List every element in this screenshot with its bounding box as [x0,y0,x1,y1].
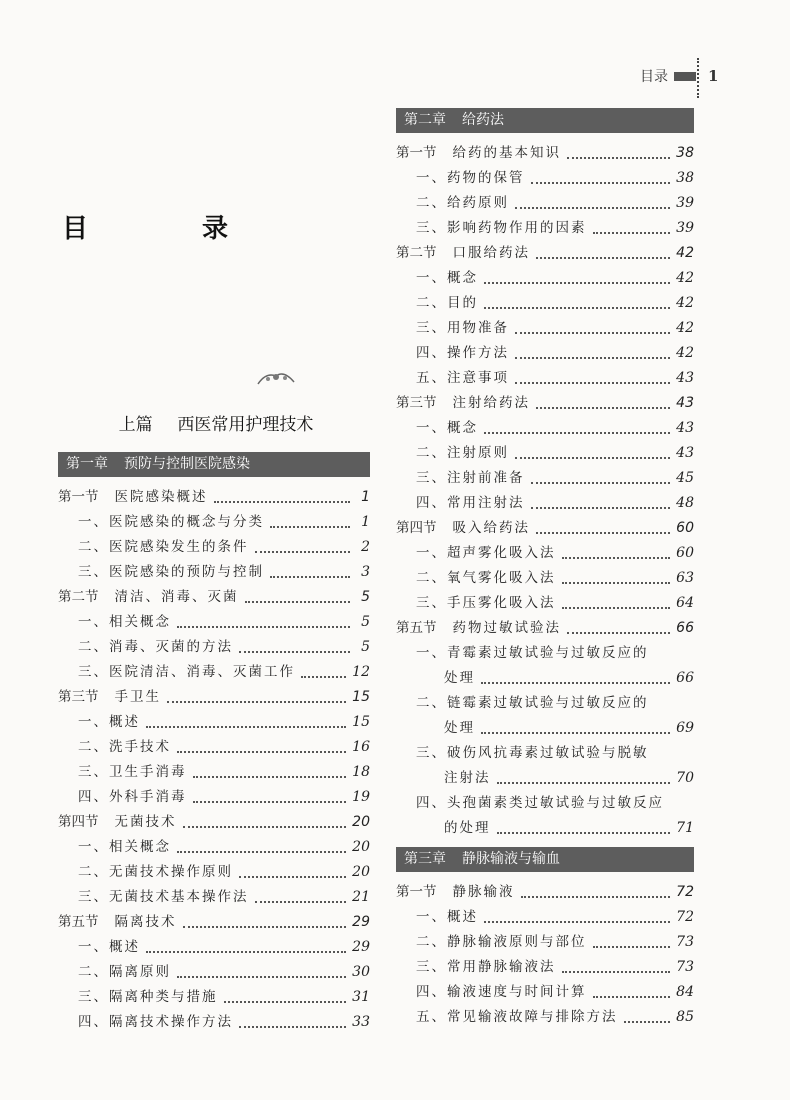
item-label: 四、外科手消毒 [78,789,187,805]
item-label: 三、手压雾化吸入法 [416,595,556,611]
item-label: 一、超声雾化吸入法 [416,545,556,561]
leader-dots [146,943,346,953]
decorative-ornament-icon [256,368,296,386]
toc-item-entry[interactable] [396,216,694,241]
leader-dots [193,793,347,803]
leader-dots [214,493,351,503]
leader-dots [177,968,346,978]
item-label: 一、概述 [78,939,140,955]
item-label: 三、隔离种类与措施 [78,989,218,1005]
page-number: 71 [676,820,694,836]
section-title: 注射给药法 [452,395,530,411]
toc-section-entry[interactable] [396,241,694,266]
part-label: 上篇 [118,415,153,435]
item-label: 二、静脉输液原则与部位 [416,934,587,950]
leader-dots [521,888,671,898]
toc-item-entry[interactable] [58,610,370,635]
item-label: 四、常用注射法 [416,495,525,511]
leader-dots [183,918,347,928]
leader-dots [593,938,671,948]
section-number: 第一节 [58,489,99,505]
page-number: 85 [676,1009,694,1025]
item-label: 三、用物准备 [416,320,509,336]
leader-dots [183,818,347,828]
leader-dots [255,543,351,553]
leader-dots [146,718,346,728]
section-title: 给药的基本知识 [452,145,561,161]
leader-dots [515,324,670,334]
page-number: 48 [676,495,694,511]
page-number: 42 [676,295,694,311]
section-title: 药物过敏试验法 [452,620,561,636]
toc-item-entry[interactable] [396,691,694,716]
item-label: 二、隔离原则 [78,964,171,980]
page-number: 39 [676,220,694,236]
leader-dots [536,399,670,409]
leader-dots [301,668,346,678]
leader-dots [177,743,346,753]
chapter-heading [396,108,694,133]
toc-item-continuation[interactable] [396,666,694,691]
item-label: 四、隔离技术操作方法 [78,1014,233,1030]
leader-dots [239,868,346,878]
item-label: 三、破伤风抗毒素过敏试验与脱敏 [416,745,649,761]
section-title: 清洁、消毒、灭菌 [114,589,239,605]
chapter-heading [396,847,694,872]
page-number: 64 [676,595,694,611]
toc-item-continuation[interactable] [396,766,694,791]
item-label: 一、相关概念 [78,839,171,855]
page-number: 43 [676,370,694,386]
page-number: 33 [352,1014,370,1030]
item-label: 一、概念 [416,270,478,286]
chapter-number: 第一章 [66,456,108,472]
page-number: 60 [676,520,694,536]
section-number: 第二节 [58,589,99,605]
chapter-title: 预防与控制医院感染 [124,456,250,472]
toc-item-continuation[interactable] [396,816,694,841]
toc-item-entry[interactable] [58,535,370,560]
toc-item-entry[interactable] [58,660,370,685]
page-number: 39 [676,195,694,211]
leader-dots [536,249,670,259]
toc-section-entry[interactable] [396,516,694,541]
item-label: 二、洗手技术 [78,739,171,755]
toc-item-entry[interactable] [396,791,694,816]
leader-dots [224,993,347,1003]
page-number: 43 [676,420,694,436]
toc-left-column [58,452,370,1035]
toc-section-entry[interactable] [396,141,694,166]
leader-dots [515,374,670,384]
leader-dots [562,574,671,584]
item-label: 二、链霉素过敏试验与过敏反应的 [416,695,649,711]
leader-dots [484,299,670,309]
toc-section-entry[interactable] [58,585,370,610]
page-title: 目 录 [62,214,273,244]
toc-item-entry[interactable] [396,316,694,341]
leader-dots [531,174,671,184]
toc-item-entry[interactable] [58,835,370,860]
toc-section-entry[interactable] [396,391,694,416]
chapter-number: 第二章 [404,112,446,128]
toc-item-entry[interactable] [396,930,694,955]
item-label: 三、卫生手消毒 [78,764,187,780]
page-number: 29 [352,939,370,955]
leader-dots [515,449,670,459]
page-number: 42 [676,270,694,286]
toc-item-entry[interactable] [396,441,694,466]
toc-item-entry[interactable] [396,591,694,616]
leader-dots [193,768,347,778]
toc-item-entry[interactable] [58,710,370,735]
page-number: 84 [676,984,694,1000]
section-title: 口服给药法 [452,245,530,261]
page-number: 20 [352,814,370,830]
page-number: 19 [352,789,370,805]
section-number: 第三节 [396,395,437,411]
page-number: 72 [676,884,694,900]
toc-section-entry[interactable] [58,685,370,710]
item-label: 四、输液速度与时间计算 [416,984,587,1000]
toc-item-entry[interactable] [396,491,694,516]
page-number: 66 [676,620,694,636]
toc-item-entry[interactable] [58,985,370,1010]
toc-item-entry[interactable] [396,366,694,391]
item-label: 二、无菌技术操作原则 [78,864,233,880]
toc-right-column [396,108,694,1030]
toc-item-entry[interactable] [396,166,694,191]
section-number: 第一节 [396,884,437,900]
leader-dots [593,224,671,234]
leader-dots [567,624,670,634]
toc-item-entry[interactable] [58,1010,370,1035]
page-number: 43 [676,395,694,411]
leader-dots [245,593,351,603]
leader-dots [255,893,347,903]
toc-item-entry[interactable] [58,560,370,585]
section-number: 第四节 [58,814,99,830]
item-label: 一、药物的保管 [416,170,525,186]
item-label: 四、头孢菌素类过敏试验与过敏反应 [416,795,664,811]
item-label: 一、概述 [78,714,140,730]
item-label: 一、医院感染的概念与分类 [78,514,264,530]
section-number: 第一节 [396,145,437,161]
toc-section-entry[interactable] [396,616,694,641]
toc-item-entry[interactable] [396,1005,694,1030]
leader-dots [270,568,350,578]
page-number: 42 [676,245,694,261]
item-label-continued: 注射法 [444,770,491,786]
leader-dots [593,988,671,998]
page-number: 42 [676,345,694,361]
leader-dots [484,913,670,923]
leader-dots [270,518,350,528]
running-header [640,66,718,86]
leader-dots [562,599,671,609]
toc-item-entry[interactable] [396,905,694,930]
page-number: 15 [352,689,370,705]
toc-item-entry[interactable] [396,980,694,1005]
page-number: 42 [676,320,694,336]
section-title: 静脉输液 [452,884,515,900]
leader-dots [177,618,350,628]
item-label: 一、概述 [416,909,478,925]
leader-dots [239,1018,346,1028]
page-number: 29 [352,914,370,930]
toc-section-entry[interactable] [58,485,370,510]
leader-dots [624,1013,671,1023]
leader-dots [481,674,670,684]
header-label: 目录 [640,69,668,85]
leader-dots [497,824,671,834]
leader-dots [536,524,670,534]
page-number: 20 [352,839,370,855]
leader-dots [484,274,670,284]
leader-dots [531,474,671,484]
page-number: 43 [676,445,694,461]
toc-item-entry[interactable] [58,785,370,810]
item-label-continued: 处理 [444,670,475,686]
leader-dots [239,643,350,653]
leader-dots [562,549,671,559]
page-number: 70 [676,770,694,786]
page-number: 5 [361,589,370,605]
page-number: 2 [361,539,370,555]
item-label: 一、相关概念 [78,614,171,630]
item-label: 二、消毒、灭菌的方法 [78,639,233,655]
toc-item-entry[interactable] [396,741,694,766]
item-label: 一、青霉素过敏试验与过敏反应的 [416,645,649,661]
leader-dots [481,724,670,734]
item-label-continued: 处理 [444,720,475,736]
leader-dots [177,843,346,853]
toc-item-entry[interactable] [396,341,694,366]
toc-item-entry[interactable] [396,566,694,591]
page-number: 38 [676,170,694,186]
item-label: 三、影响药物作用的因素 [416,220,587,236]
item-label: 二、注射原则 [416,445,509,461]
page-number: 1 [361,514,370,530]
item-label: 二、氧气雾化吸入法 [416,570,556,586]
leader-dots [484,424,670,434]
page-number: 5 [361,614,370,630]
toc-item-entry[interactable] [396,191,694,216]
toc-item-entry[interactable] [58,860,370,885]
leader-dots [531,499,671,509]
item-label: 二、目的 [416,295,478,311]
toc-item-entry[interactable] [396,641,694,666]
page-number: 45 [676,470,694,486]
section-number: 第三节 [58,689,99,705]
page-number: 69 [676,720,694,736]
chapter-heading [58,452,370,477]
toc-section-entry[interactable] [58,910,370,935]
page-number: 18 [352,764,370,780]
item-label: 一、概念 [416,420,478,436]
page-number: 30 [352,964,370,980]
section-title: 吸入给药法 [452,520,530,536]
page-number: 63 [676,570,694,586]
item-label: 五、常见输液故障与排除方法 [416,1009,618,1025]
section-number: 第二节 [396,245,437,261]
page-number: 73 [676,959,694,975]
item-label: 三、医院感染的预防与控制 [78,564,264,580]
toc-section-entry[interactable] [58,810,370,835]
toc-item-entry[interactable] [396,266,694,291]
item-label: 四、操作方法 [416,345,509,361]
section-number: 第五节 [58,914,99,930]
leader-dots [167,693,346,703]
toc-item-entry[interactable] [396,955,694,980]
page-number: 5 [361,639,370,655]
page-number: 60 [676,545,694,561]
leader-dots [515,199,670,209]
page-number: 72 [676,909,694,925]
toc-item-entry[interactable] [58,760,370,785]
item-label: 三、常用静脉输液法 [416,959,556,975]
page-number: 21 [352,889,370,905]
chapter-title: 静脉输液与输血 [462,851,560,867]
toc-item-entry[interactable] [58,960,370,985]
section-title: 手卫生 [114,689,161,705]
page-number: 1 [361,489,370,505]
part-name: 西医常用护理技术 [177,415,314,435]
page-number: 15 [352,714,370,730]
toc-item-entry[interactable] [396,541,694,566]
item-label: 三、医院清洁、消毒、灭菌工作 [78,664,295,680]
toc-item-entry[interactable] [396,416,694,441]
section-title: 无菌技术 [114,814,177,830]
header-bar-mark [674,72,696,81]
page-number: 31 [352,989,370,1005]
page-number: 16 [352,739,370,755]
page-number: 12 [352,664,370,680]
page-number: 73 [676,934,694,950]
leader-dots [562,963,671,973]
toc-item-entry[interactable] [396,291,694,316]
item-label: 三、注射前准备 [416,470,525,486]
leader-dots [567,149,670,159]
leader-dots [497,774,671,784]
item-label-continued: 的处理 [444,820,491,836]
toc-section-entry[interactable] [396,880,694,905]
page-number: 38 [676,145,694,161]
section-number: 第四节 [396,520,437,536]
part-title [62,410,370,435]
section-number: 第五节 [396,620,437,636]
item-label: 五、注意事项 [416,370,509,386]
item-label: 二、医院感染发生的条件 [78,539,249,555]
header-page-number: 1 [708,67,719,85]
leader-dots [515,349,670,359]
toc-item-entry[interactable] [396,466,694,491]
toc-item-entry[interactable] [58,735,370,760]
chapter-number: 第三章 [404,851,446,867]
page-number: 20 [352,864,370,880]
item-label: 二、给药原则 [416,195,509,211]
page-number: 66 [676,670,694,686]
toc-item-entry[interactable] [58,635,370,660]
toc-item-entry[interactable] [58,510,370,535]
page-number: 3 [361,564,370,580]
toc-item-entry[interactable] [58,935,370,960]
chapter-title: 给药法 [462,112,504,128]
section-title: 医院感染概述 [114,489,208,505]
section-title: 隔离技术 [114,914,177,930]
toc-item-continuation[interactable] [396,716,694,741]
toc-item-entry[interactable] [58,885,370,910]
item-label: 三、无菌技术基本操作法 [78,889,249,905]
